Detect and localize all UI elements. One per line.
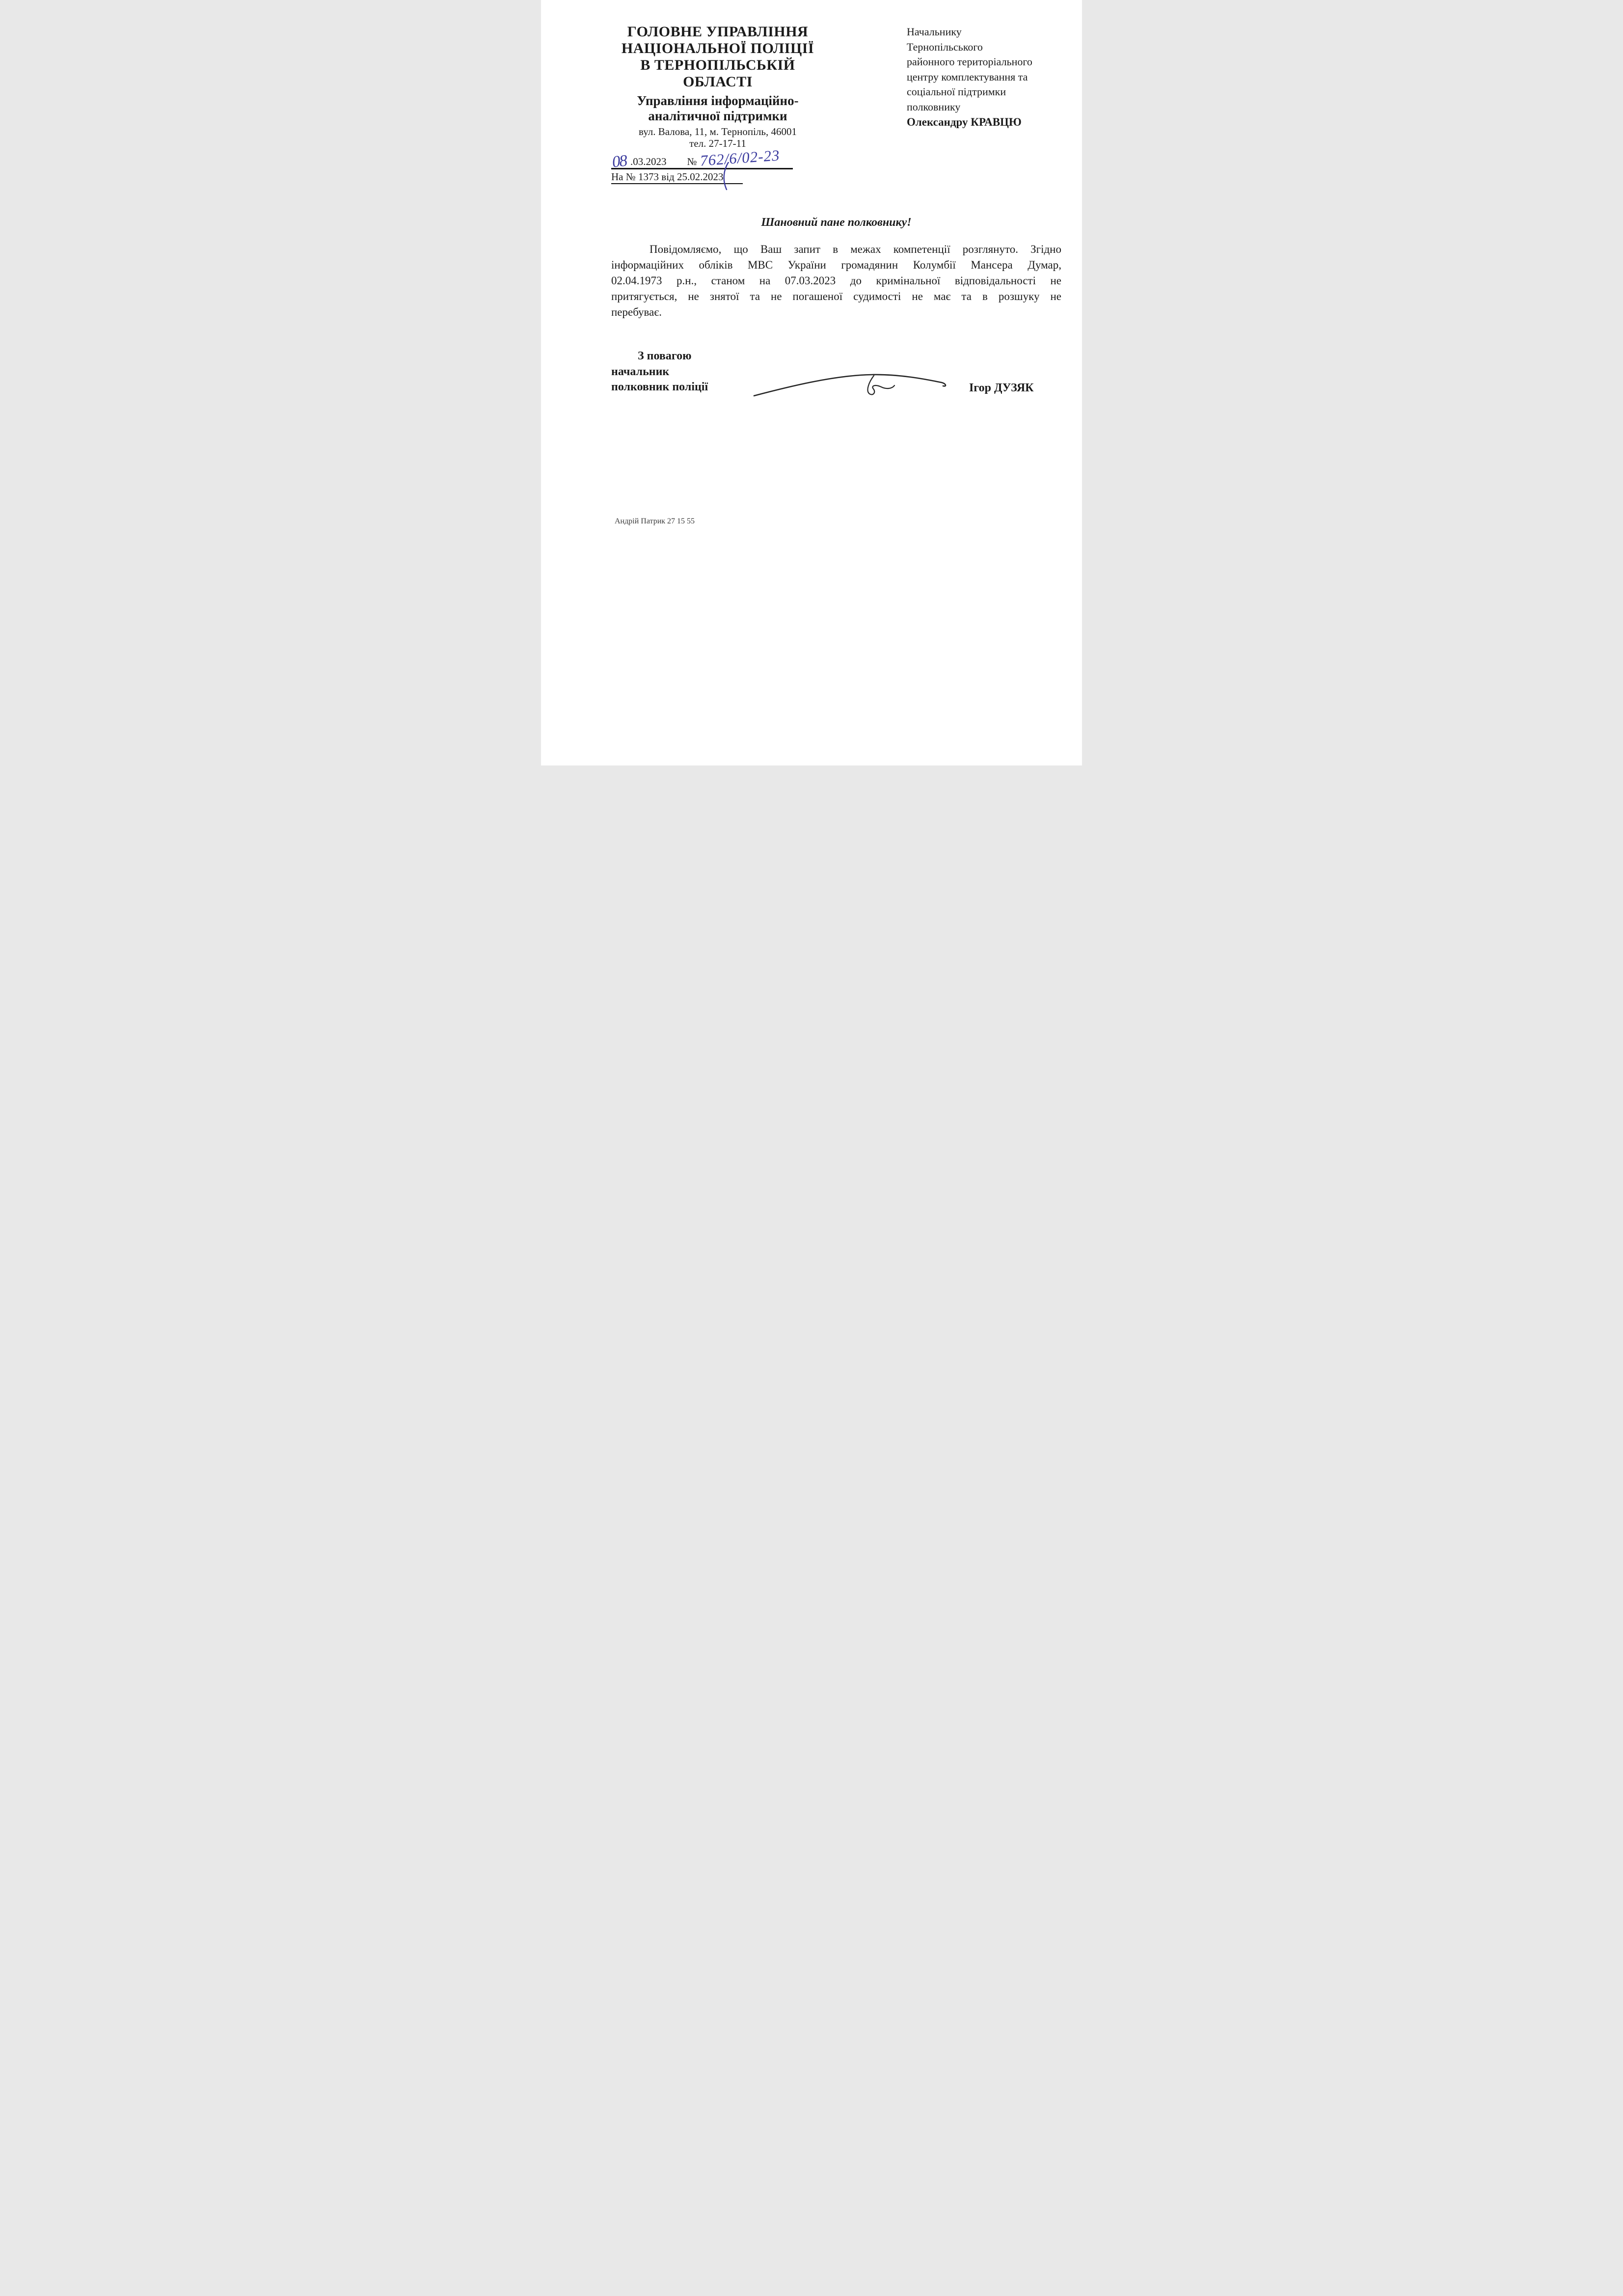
- body-line: притягується, не знятої та не погашеної судимості не має та в розшуку не: [611, 290, 1061, 302]
- recipient-line: соціальної підтримки: [907, 85, 1006, 98]
- body-line: 02.04.1973 р.н., станом на 07.03.2023 до кримінальної відповідальності не: [611, 274, 1061, 287]
- recipient-block: [907, 25, 1074, 130]
- signatory-position-line: начальник: [611, 365, 670, 378]
- date-number-row: [611, 146, 793, 171]
- phone-line: тел. 27-17-11: [689, 137, 746, 149]
- printed-date: .03.2023: [630, 156, 667, 167]
- letterhead: [611, 24, 824, 184]
- handwritten-day: 08: [611, 152, 627, 171]
- recipient-line: Начальнику: [907, 26, 962, 38]
- ink-descender-stroke: [722, 162, 732, 191]
- body-line: перебуває.: [611, 306, 662, 318]
- org-title-line: ОБЛАСТІ: [683, 74, 753, 90]
- recipient-name: Олександру КРАВЦЮ: [907, 116, 1022, 128]
- recipient-line: полковнику: [907, 100, 961, 113]
- department-name: [611, 93, 824, 124]
- address-line: вул. Валова, 11, м. Тернопіль, 46001: [639, 126, 797, 137]
- org-title-line: ГОЛОВНЕ УПРАВЛІННЯ: [627, 24, 809, 40]
- closing-phrase: З повагою: [638, 350, 692, 362]
- body-paragraph: [611, 242, 1061, 320]
- signature-stroke: [752, 369, 948, 399]
- recipient-line: Тернопільського: [907, 40, 983, 53]
- executor-note: Андрій Патрик 27 15 55: [615, 517, 695, 525]
- salutation: Шановний пане полковнику!: [761, 216, 912, 229]
- signatory-position-line: полковник поліції: [611, 381, 708, 393]
- handwritten-number: 762/6/02-23: [699, 146, 781, 169]
- body-line: інформаційних обліків МВС України громадянин Колумбії Мансера Думар,: [611, 259, 1061, 271]
- number-sign: №: [687, 156, 697, 167]
- letter-page: [541, 0, 1082, 765]
- body-line: Повідомляємо, що Ваш запит в межах компетенції розглянуто. Згідно: [649, 243, 1061, 255]
- reply-reference: На № 1373 від 25.02.2023: [611, 170, 743, 184]
- org-title-line: НАЦІОНАЛЬНОЇ ПОЛІЦІЇ: [621, 40, 814, 56]
- department-line: Управління інформаційно-: [637, 93, 799, 108]
- recipient-line: центру комплектування та: [907, 70, 1028, 83]
- signatory-name: Ігор ДУЗЯК: [969, 382, 1034, 394]
- org-title-line: В ТЕРНОПІЛЬСЬКІЙ: [640, 57, 795, 73]
- department-line: аналітичної підтримки: [648, 109, 787, 123]
- recipient-line: районного територіального: [907, 55, 1032, 68]
- reply-reference-row: [611, 169, 824, 184]
